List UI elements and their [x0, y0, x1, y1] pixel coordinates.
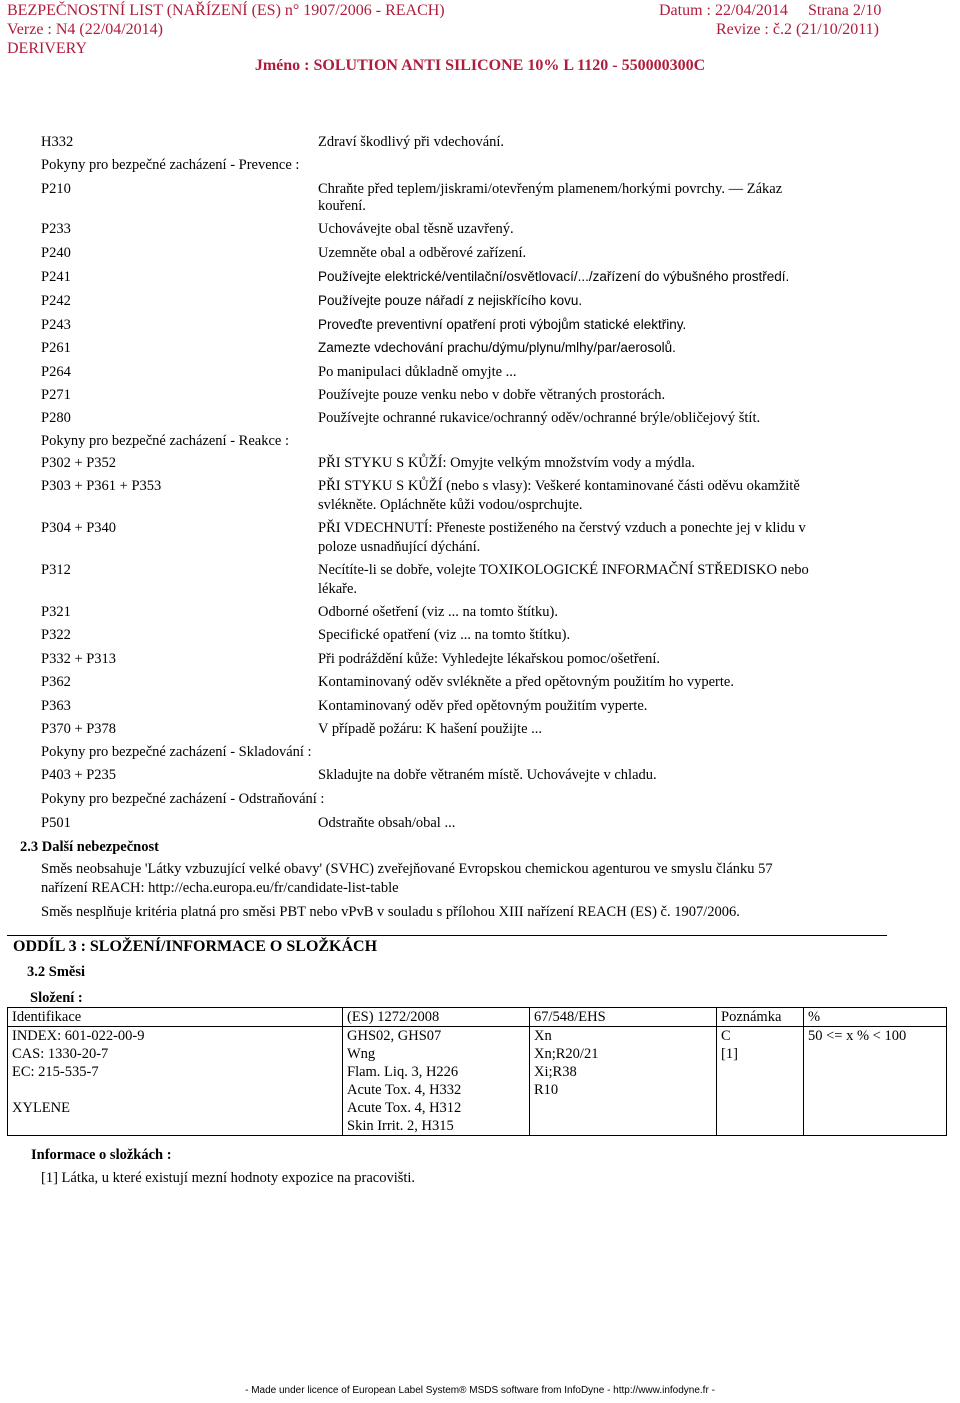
p363-code: P363	[41, 698, 71, 714]
cell-line: Wng	[347, 1046, 376, 1062]
cell-line: Xn	[534, 1028, 552, 1044]
cell-line: Flam. Liq. 3, H226	[347, 1064, 459, 1080]
cell-line: GHS02, GHS07	[347, 1028, 442, 1044]
p302-code: P302 + P352	[41, 455, 117, 471]
p240-code: P240	[41, 245, 71, 261]
header-doc-title: BEZPEČNOSTNÍ LIST (NAŘÍZENÍ (ES) n° 1907/2006 - REACH)	[7, 2, 445, 19]
p261-text: Zamezte vdechování prachu/dýmu/plynu/mlhy/par/aerosolů.	[318, 340, 676, 355]
p501-code: P501	[41, 815, 71, 831]
p264-text: Po manipulaci důkladně omyjte ...	[318, 364, 517, 380]
p271-code: P271	[41, 387, 71, 403]
cell-line: Xn;R20/21	[534, 1046, 599, 1062]
p264-code: P264	[41, 364, 71, 380]
cell-line: [1]	[721, 1046, 738, 1062]
p304-text-cont: poloze usnadňující dýchání.	[318, 539, 481, 555]
cell-percent	[804, 1027, 947, 1136]
cell-identifikace	[8, 1027, 343, 1136]
header-date: Datum : 22/04/2014	[659, 2, 788, 19]
p280-code: P280	[41, 410, 71, 426]
p332-code: P332 + P313	[41, 651, 117, 667]
cell-line: C	[721, 1028, 731, 1044]
section-divider	[7, 935, 887, 936]
p210-code: P210	[41, 181, 71, 197]
p233-text: Uchovávejte obal těsně uzavřený.	[318, 221, 514, 237]
p312-code: P312	[41, 562, 71, 578]
subsection-3-2: 3.2 Směsi	[27, 964, 85, 980]
p302-text: PŘI STYKU S KŮŽÍ: Omyjte velkým množstvím vody a mýdla.	[318, 455, 695, 471]
s23-line2: nařízení REACH: http://echa.europa.eu/fr/candidate-list-table	[41, 880, 399, 896]
section-2-3-title: 2.3 Další nebezpečnost	[20, 839, 159, 855]
col-header-poznamka: Poznámka	[717, 1008, 804, 1027]
cell-line: XYLENE	[12, 1100, 70, 1116]
p362-text: Kontaminovaný oděv svlékněte a před opětovným použitím ho vyperte.	[318, 674, 734, 690]
p321-text: Odborné ošetření (viz ... na tomto štítku).	[318, 604, 559, 620]
col-header-percent: %	[804, 1008, 947, 1027]
reakce-title: Pokyny pro bezpečné zacházení - Reakce :	[41, 433, 289, 449]
header-page: Strana 2/10	[808, 2, 882, 19]
table-row	[8, 1027, 947, 1136]
cell-line	[12, 1081, 338, 1099]
p210-text-cont: kouření.	[318, 198, 366, 214]
odstranovani-title: Pokyny pro bezpečné zacházení - Odstraňování :	[41, 791, 325, 807]
table-header-row	[8, 1008, 947, 1027]
s23-line3: Směs nesplňuje kritéria platná pro směsi PBT nebo vPvB v souladu s přílohou XIII nařízení REACH (ES) č. 1907/2006.	[41, 904, 740, 920]
p242-text: Používejte pouze nářadí z nejiskřícího kovu.	[318, 293, 583, 308]
info-line: [1] Látka, u které existují mezní hodnoty expozice na pracovišti.	[41, 1170, 416, 1186]
s23-line1: Směs neobsahuje 'Látky vzbuzující velké obavy' (SVHC) zveřejňované Evropskou chemickou agenturou ve smyslu článku 57	[41, 861, 773, 877]
p403-code: P403 + P235	[41, 767, 117, 783]
cell-line: R10	[534, 1082, 559, 1098]
p321-code: P321	[41, 604, 71, 620]
cell-poznamka	[717, 1027, 804, 1136]
p403-text: Skladujte na dobře větraném místě. Uchovávejte v chladu.	[318, 767, 657, 783]
p303-text-cont: svlékněte. Opláchněte kůži vodou/osprchujte.	[318, 497, 583, 513]
skladovani-title: Pokyny pro bezpečné zacházení - Skladování :	[41, 744, 312, 760]
p370-text: V případě požáru: K hašení použijte ...	[318, 721, 543, 737]
col-header-identifikace: Identifikace	[8, 1008, 343, 1027]
p332-text: Při podráždění kůže: Vyhledejte lékařskou pomoc/ošetření.	[318, 651, 660, 667]
p312-text-cont: lékaře.	[318, 581, 358, 597]
p312-text: Necítíte-li se dobře, volejte TOXIKOLOGICKÉ INFORMAČNÍ STŘEDISKO nebo	[318, 562, 809, 578]
p363-text: Kontaminovaný oděv před opětovným použitím vyperte.	[318, 698, 648, 714]
p241-code: P241	[41, 269, 71, 285]
p303-code: P303 + P361 + P353	[41, 478, 162, 494]
cell-line: Acute Tox. 4, H312	[347, 1100, 462, 1116]
footer: - Made under licence of European Label System® MSDS software from InfoDyne - http://www.infodyne.fr -	[245, 1385, 715, 1396]
col-header-clp: (ES) 1272/2008	[343, 1008, 530, 1027]
cell-line: Skin Irrit. 2, H315	[347, 1118, 454, 1134]
p501-text: Odstraňte obsah/obal ...	[318, 815, 456, 831]
p243-text: Proveďte preventivní opatření proti výbojům statické elektřiny.	[318, 317, 687, 332]
composition-table	[7, 1007, 947, 1136]
h332-text: Zdraví škodlivý při vdechování.	[318, 134, 505, 150]
cell-line: 50 <= x % < 100	[808, 1028, 907, 1044]
header-revision: Revize : č.2 (21/10/2011)	[716, 21, 879, 38]
p280-text: Používejte ochranné rukavice/ochranný oděv/ochranné brýle/obličejový štít.	[318, 410, 761, 426]
header-company: DERIVERY	[7, 40, 87, 57]
p304-code: P304 + P340	[41, 520, 117, 536]
header-version: Verze : N4 (22/04/2014)	[7, 21, 163, 38]
cell-line: CAS: 1330-20-7	[12, 1046, 109, 1062]
cell-line: Acute Tox. 4, H332	[347, 1082, 462, 1098]
p240-text: Uzemněte obal a odběrové zařízení.	[318, 245, 527, 261]
col-header-dsd: 67/548/EHS	[530, 1008, 717, 1027]
cell-line: EC: 215-535-7	[12, 1064, 99, 1080]
p370-code: P370 + P378	[41, 721, 117, 737]
p243-code: P243	[41, 317, 71, 333]
p233-code: P233	[41, 221, 71, 237]
p362-code: P362	[41, 674, 71, 690]
p261-code: P261	[41, 340, 71, 356]
prevence-title: Pokyny pro bezpečné zacházení - Prevence :	[41, 157, 300, 173]
cell-clp	[343, 1027, 530, 1136]
info-title: Informace o složkách :	[31, 1147, 172, 1163]
h332-code: H332	[41, 134, 74, 150]
cell-line: Xi;R38	[534, 1064, 577, 1080]
p241-text: Používejte elektrické/ventilační/osvětlovací/.../zařízení do výbušného prostředí.	[318, 269, 790, 284]
p304-text: PŘI VDECHNUTÍ: Přeneste postiženého na čerstvý vzduch a ponechte jej v klidu v	[318, 520, 806, 536]
p210-text: Chraňte před teplem/jiskrami/otevřeným plamenem/horkými povrchy. — Zákaz	[318, 181, 783, 197]
section-3-title: ODDÍL 3 : SLOŽENÍ/INFORMACE O SLOŽKÁCH	[13, 938, 378, 955]
p322-text: Specifické opatření (viz ... na tomto štítku).	[318, 627, 571, 643]
header-product-name: Jméno : SOLUTION ANTI SILICONE 10% L 1120 - 550000300C	[254, 57, 706, 74]
cell-line: INDEX: 601-022-00-9	[12, 1028, 145, 1044]
p271-text: Používejte pouze venku nebo v dobře větraných prostorách.	[318, 387, 666, 403]
slozeni-label: Složení :	[30, 990, 83, 1006]
p303-text: PŘI STYKU S KŮŽÍ (nebo s vlasy): Veškeré kontaminované části oděvu okamžitě	[318, 478, 800, 494]
cell-dsd	[530, 1027, 717, 1136]
p322-code: P322	[41, 627, 71, 643]
p242-code: P242	[41, 293, 71, 309]
